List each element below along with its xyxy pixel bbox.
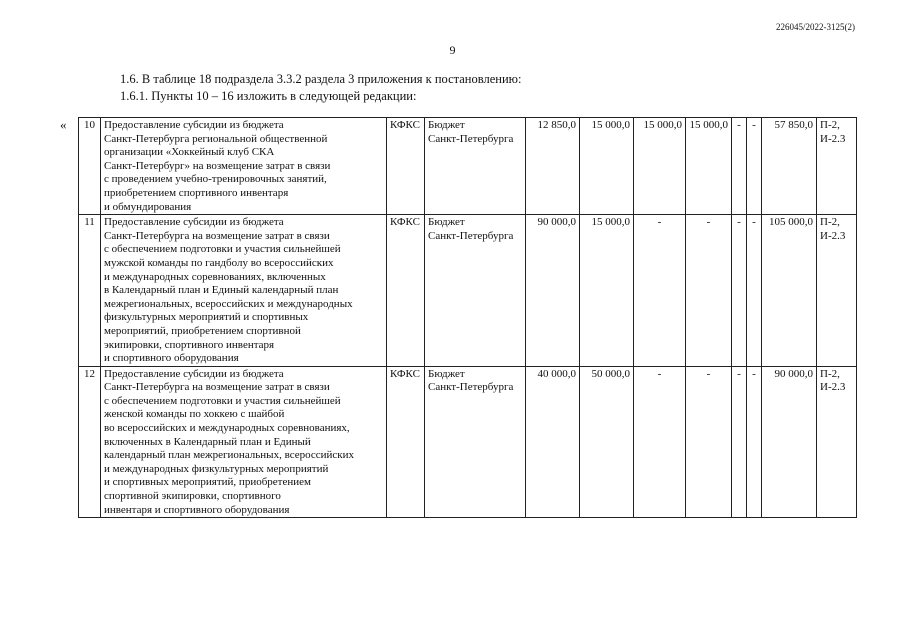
table-row <box>79 118 857 215</box>
row-amount-year-4: - <box>686 215 732 367</box>
row-amount-year-6: - <box>747 118 762 215</box>
row-funding-source: Бюджет Санкт-Петербурга <box>425 366 526 518</box>
opening-quote: « <box>60 117 67 132</box>
paragraph-1-6: 1.6. В таблице 18 подраздела 3.3.2 раздела 3 приложения к постановлению: <box>120 72 522 86</box>
row-executor: КФКС <box>387 366 425 518</box>
page-number: 9 <box>449 43 456 57</box>
row-description: Предоставление субсидии из бюджета Санкт-Петербурга на возмещение затрат в связи с обеспечением подготовки и участия сильнейшей женской команды по хоккею с шайбой во всероссийских и международных соревнованиях, включенных в Календарный план и Единый календарный план межрегиональных, всероссийских и международных физкультурных мероприятий и спортивных мероприятий, приобретением спортивной экипировки, спортивного инвентаря и спортивного оборудования <box>101 366 387 518</box>
row-executor: КФКС <box>387 215 425 367</box>
row-amount-year-3: - <box>634 215 686 367</box>
row-funding-source: Бюджет Санкт-Петербурга <box>425 215 526 367</box>
row-amount-year-5: - <box>732 118 747 215</box>
row-total: 57 850,0 <box>762 118 817 215</box>
row-amount-year-2: 15 000,0 <box>580 215 634 367</box>
row-amount-year-1: 90 000,0 <box>526 215 580 367</box>
row-indicators: П-2, И-2.3 <box>817 366 857 518</box>
budget-table <box>78 117 857 518</box>
table-row <box>79 366 857 518</box>
paragraph-1-6-1: 1.6.1. Пункты 10 – 16 изложить в следующей редакции: <box>120 89 417 103</box>
row-amount-year-5: - <box>732 366 747 518</box>
row-number: 11 <box>79 215 101 367</box>
row-amount-year-2: 50 000,0 <box>580 366 634 518</box>
table-row <box>79 215 857 367</box>
row-number: 10 <box>79 118 101 215</box>
row-amount-year-5: - <box>732 215 747 367</box>
row-description: Предоставление субсидии из бюджета Санкт-Петербурга на возмещение затрат в связи с обеспечением подготовки и участия сильнейшей мужской команды по гандболу во всероссийских и международных соревнованиях, включенных в Календарный план и Единый календарный план межрегиональных, всероссийских и международных физкультурных мероприятий и спортивных мероприятий, приобретением спортивной экипировки, спортивного инвентаря и спортивного оборудования <box>101 215 387 367</box>
row-amount-year-1: 12 850,0 <box>526 118 580 215</box>
row-amount-year-3: 15 000,0 <box>634 118 686 215</box>
row-number: 12 <box>79 366 101 518</box>
row-total: 90 000,0 <box>762 366 817 518</box>
row-amount-year-1: 40 000,0 <box>526 366 580 518</box>
row-description: Предоставление субсидии из бюджета Санкт-Петербурга региональной общественной организации «Хоккейный клуб СКА Санкт-Петербург» на возмещение затрат в связи с проведением учебно-тренировочных занятий, приобретением спортивного инвентаря и обмундирования <box>101 118 387 215</box>
row-amount-year-4: - <box>686 366 732 518</box>
row-indicators: П-2, И-2.3 <box>817 118 857 215</box>
row-total: 105 000,0 <box>762 215 817 367</box>
document-number: 226045/2022-3125(2) <box>776 22 855 32</box>
row-amount-year-6: - <box>747 215 762 367</box>
row-amount-year-4: 15 000,0 <box>686 118 732 215</box>
row-funding-source: Бюджет Санкт-Петербурга <box>425 118 526 215</box>
row-amount-year-6: - <box>747 366 762 518</box>
row-executor: КФКС <box>387 118 425 215</box>
row-amount-year-3: - <box>634 366 686 518</box>
row-amount-year-2: 15 000,0 <box>580 118 634 215</box>
row-indicators: П-2, И-2.3 <box>817 215 857 367</box>
